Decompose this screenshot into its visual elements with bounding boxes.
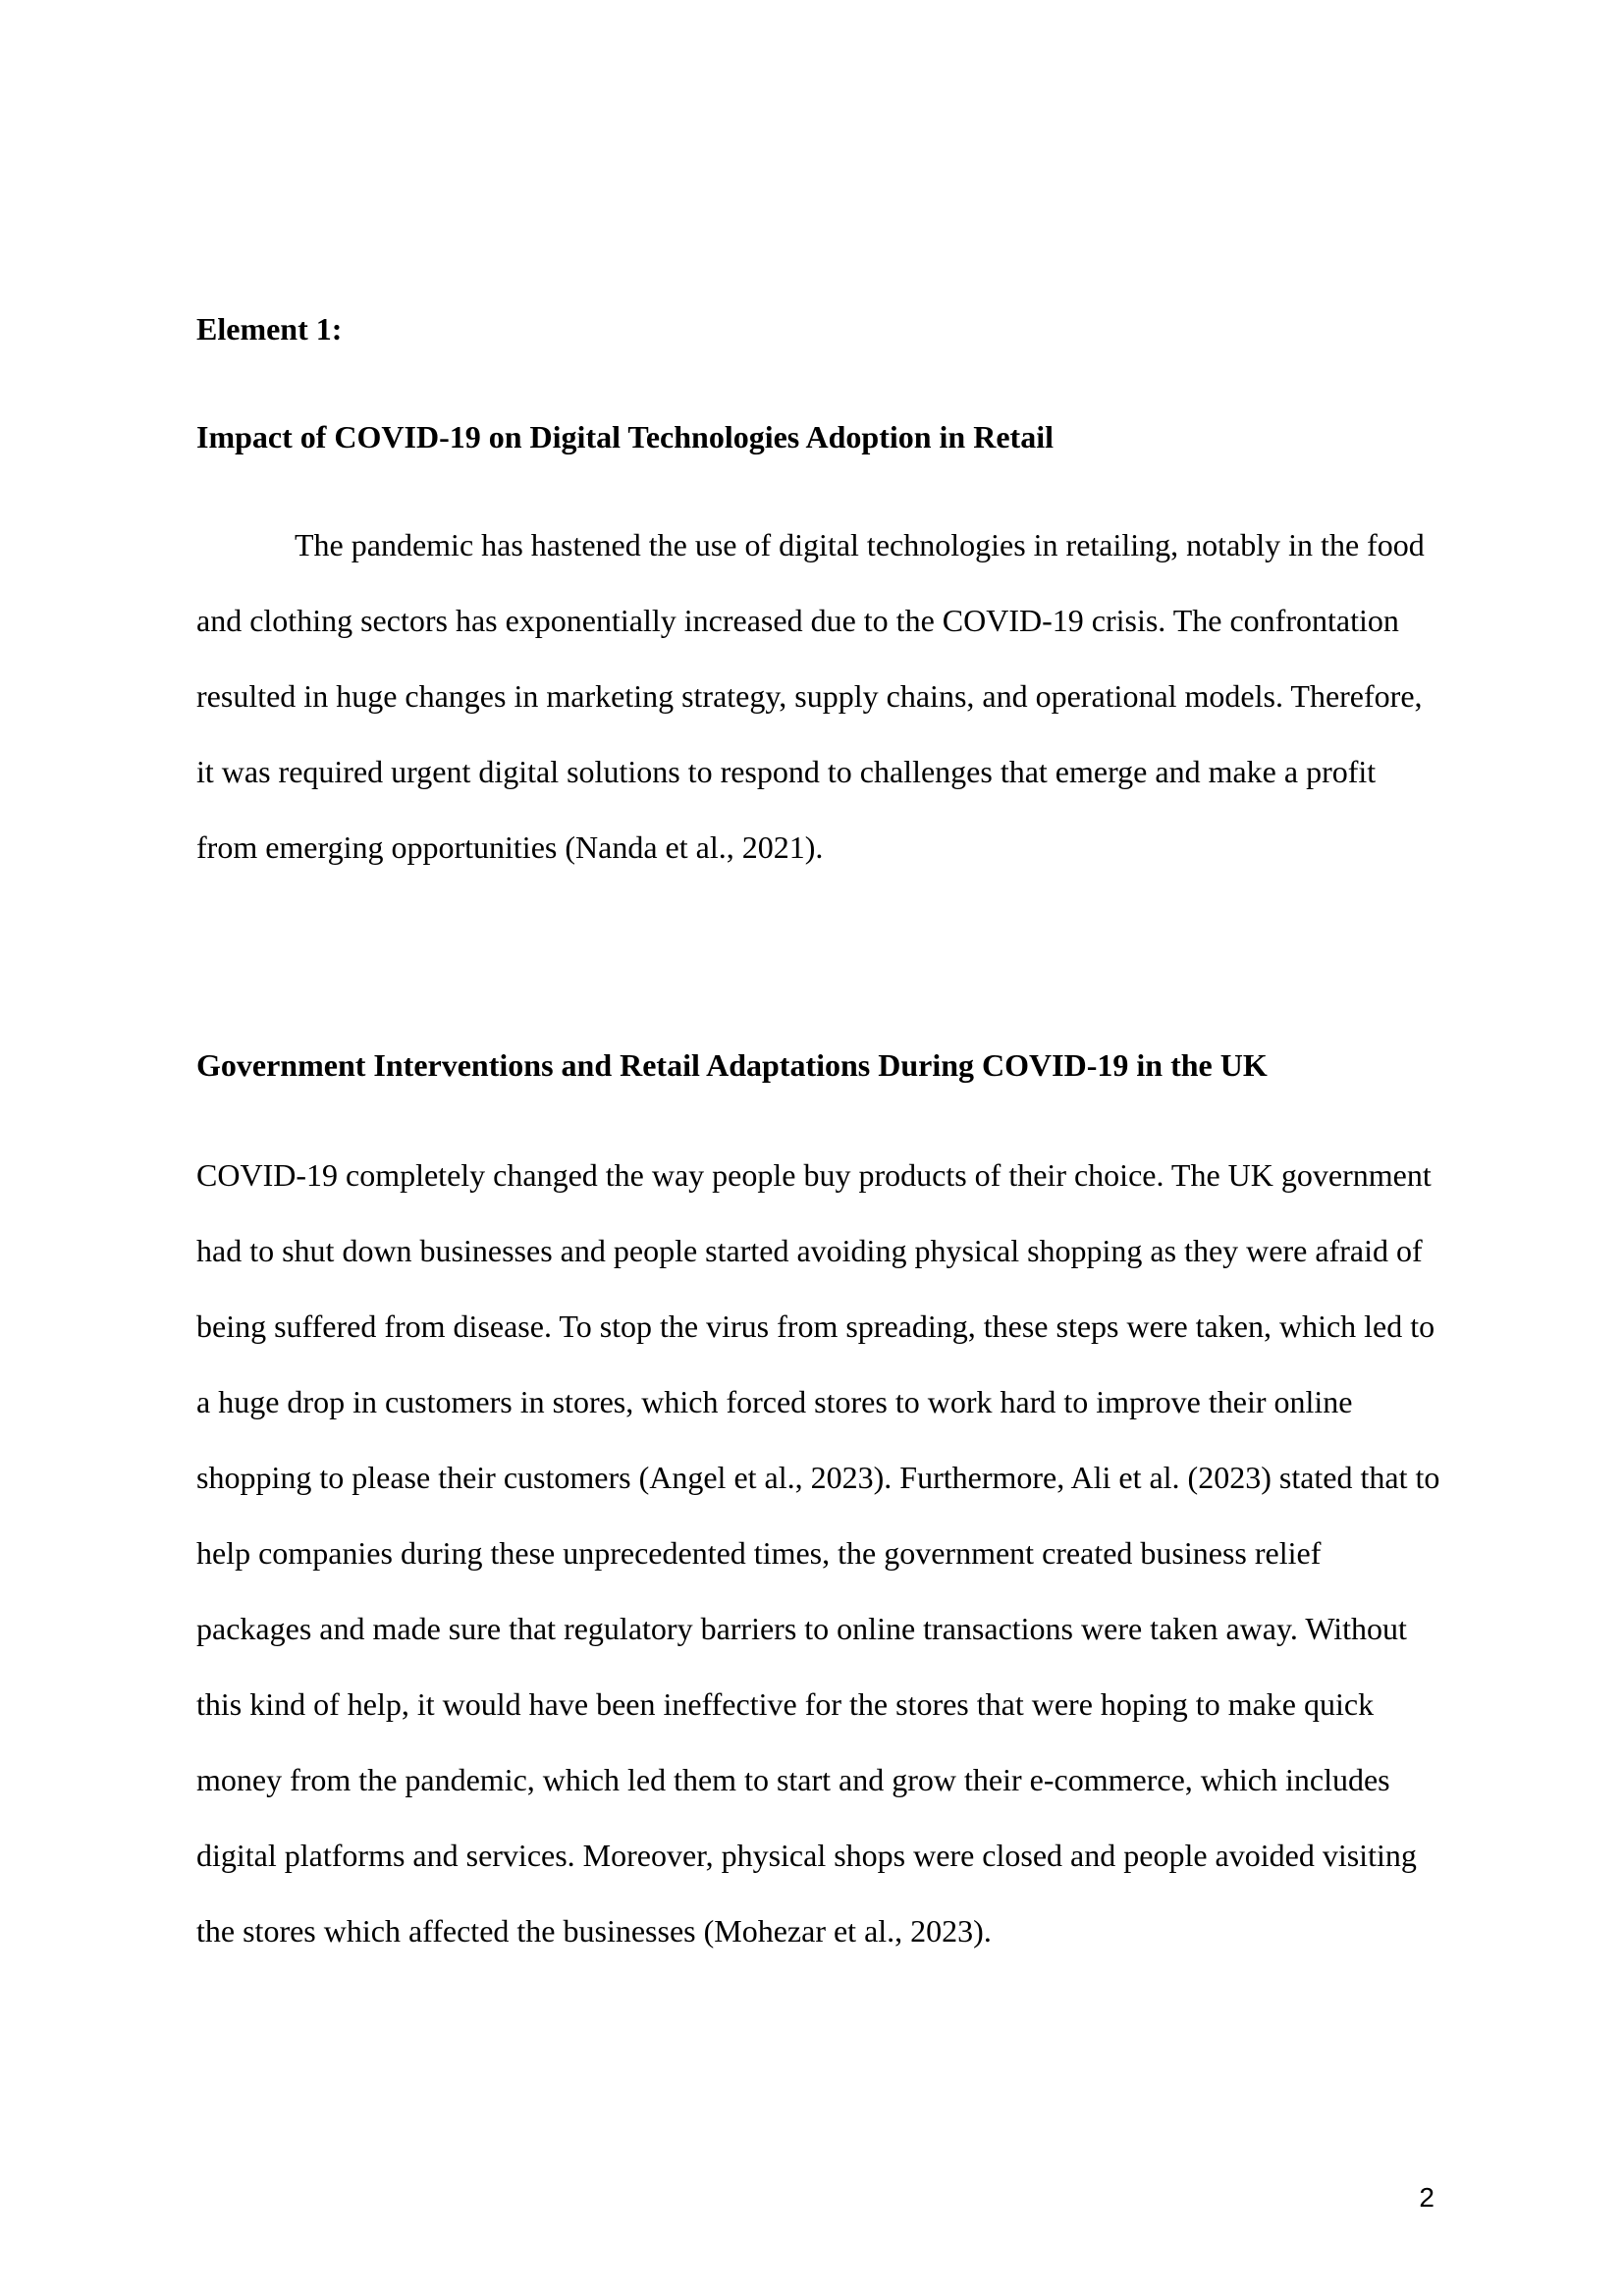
section-2-body xyxy=(196,1138,1443,1969)
section-1-heading: Impact of COVID-19 on Digital Technologies Adoption in Retail xyxy=(196,419,1054,454)
element-heading: Element 1: xyxy=(196,311,343,347)
section-1-paragraph: The pandemic has hastened the use of digital technologies in retailing, notably in the food and clothing sectors has exponentially increased due to the COVID-19 crisis. The confrontation resulted in huge changes in marketing strategy, supply chains, and operational models. Therefore, it was required urgent digital solutions to respond to challenges that emerge and make a profit from emerging opportunities (Nanda et al., 2021). xyxy=(196,527,1425,865)
element-heading-block xyxy=(196,310,1443,347)
section-2-heading-block xyxy=(196,1046,1443,1084)
section-2-paragraph: COVID-19 completely changed the way people buy products of their choice. The UK government had to shut down businesses and people started avoiding physical shopping as they were afraid of being suffered from disease. To stop the virus from spreading, these steps were taken, which led to a huge drop in customers in stores, which forced stores to work hard to improve their online shopping to please their customers (Angel et al., 2023). Furthermore, Ali et al. (2023) stated that to help companies during these unprecedented times, the government created business relief packages and made sure that regulatory barriers to online transactions were taken away. Without this kind of help, it would have been ineffective for the stores that were hoping to make quick money from the pandemic, which led them to start and grow their e-commerce, which includes digital platforms and services. Moreover, physical shops were closed and people avoided visiting the stores which affected the businesses (Mohezar et al., 2023). xyxy=(196,1157,1440,1949)
section-1-body xyxy=(196,507,1443,885)
section-2-heading: Government Interventions and Retail Adaptations During COVID-19 in the UK xyxy=(196,1047,1268,1083)
page-number: 2 xyxy=(1419,2182,1435,2213)
section-1-heading-block xyxy=(196,418,1443,455)
